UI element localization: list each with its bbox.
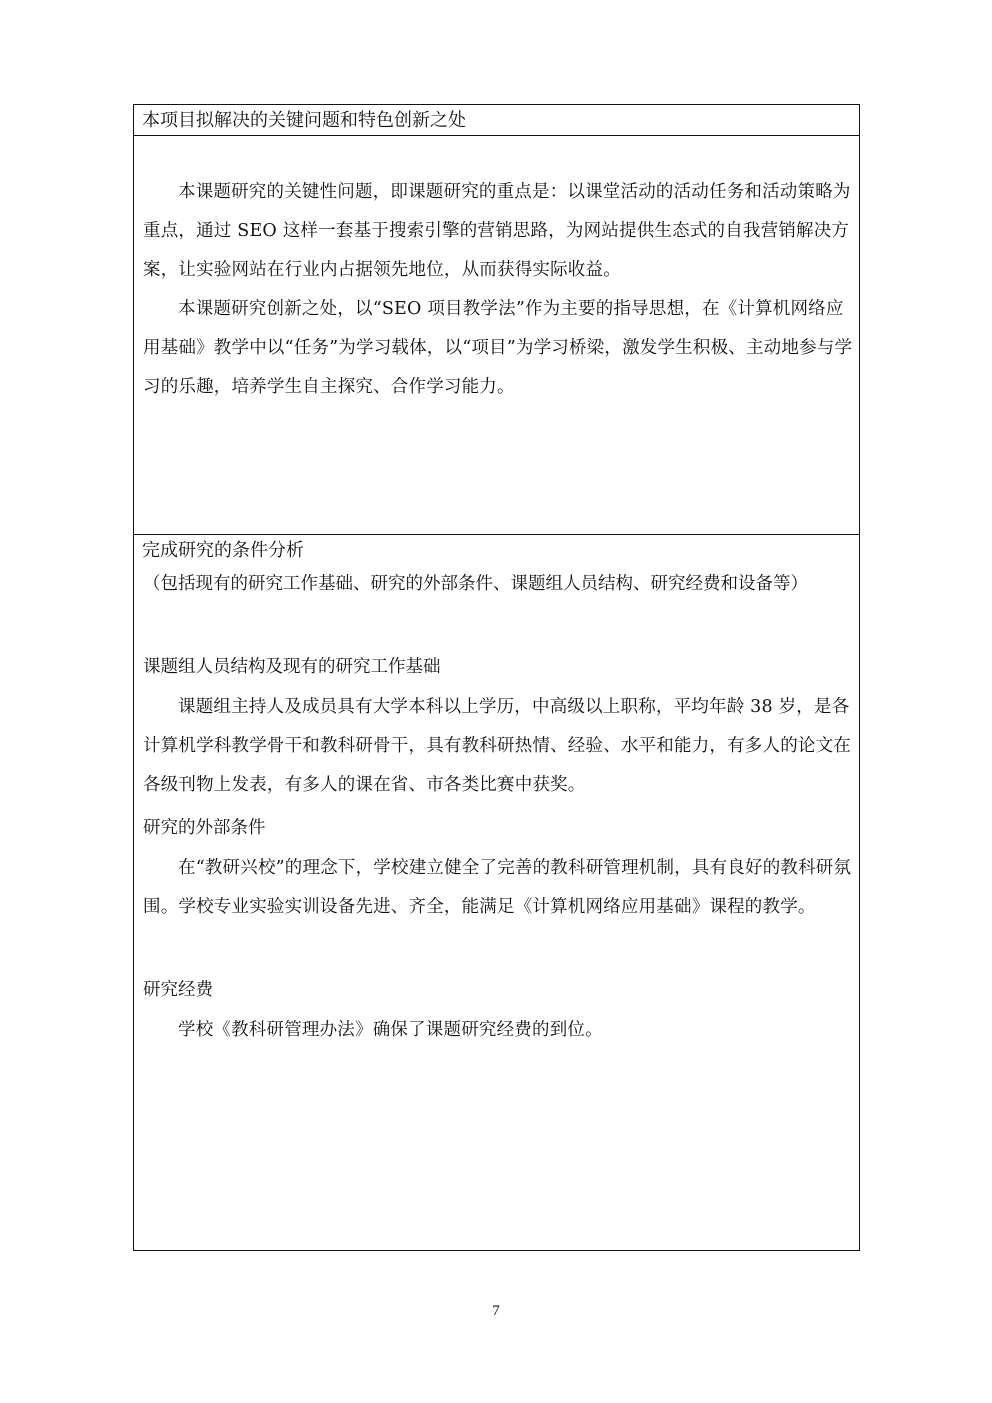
page-number: 7 [492, 1303, 500, 1319]
subheading-external: 研究的外部条件 [143, 818, 266, 838]
form-table [133, 104, 860, 1251]
section-heading-key-issues: 本项目拟解决的关键问题和特色创新之处 [134, 105, 859, 136]
section-heading-conditions: 完成研究的条件分析 [142, 540, 304, 561]
paragraph-funding: 学校《教科研管理办法》确保了课题研究经费的到位。 [178, 1020, 603, 1040]
subheading-team: 课题组人员结构及现有的研究工作基础 [143, 657, 441, 677]
paragraph-team: 课题组主持人及成员具有大学本科以上学历，中高级以上职称，平均年龄 38 岁，是各计算机学科教学骨干和教科研骨干，具有教科研热情、经验、水平和能力，有多人的论文在各级刊物上发表，有多人的课在省、市各类比赛中获奖。 [143, 697, 851, 795]
subheading-funding: 研究经费 [143, 980, 213, 1000]
paragraph-external: 在“教研兴校”的理念下，学校建立健全了完善的教科研管理机制，具有良好的教科研氛围。学校专业实验实训设备先进、齐全，能满足《计算机网络应用基础》课程的教学。 [143, 858, 852, 917]
conditions-note: （包括现有的研究工作基础、研究的外部条件、课题组人员结构、研究经费和设备等） [143, 574, 808, 594]
paragraph-key-issues: 本课题研究的关键性问题，即课题研究的重点是：以课堂活动的活动任务和活动策略为重点，通过 SEO 这样一套基于搜索引擎的营销思路，为网站提供生态式的自我营销解决方案，让实验网站在行业内占据领先地位，从而获得实际收益。 [143, 182, 851, 280]
paragraph-innovation: 本课题研究创新之处，以“SEO 项目教学法”作为主要的指导思想，在《计算机网络应用基础》教学中以“任务”为学习载体，以“项目”为学习桥梁，激发学生积极、主动地参与学习的乐趣，培养学生自主探究、合作学习能力。 [143, 299, 853, 397]
